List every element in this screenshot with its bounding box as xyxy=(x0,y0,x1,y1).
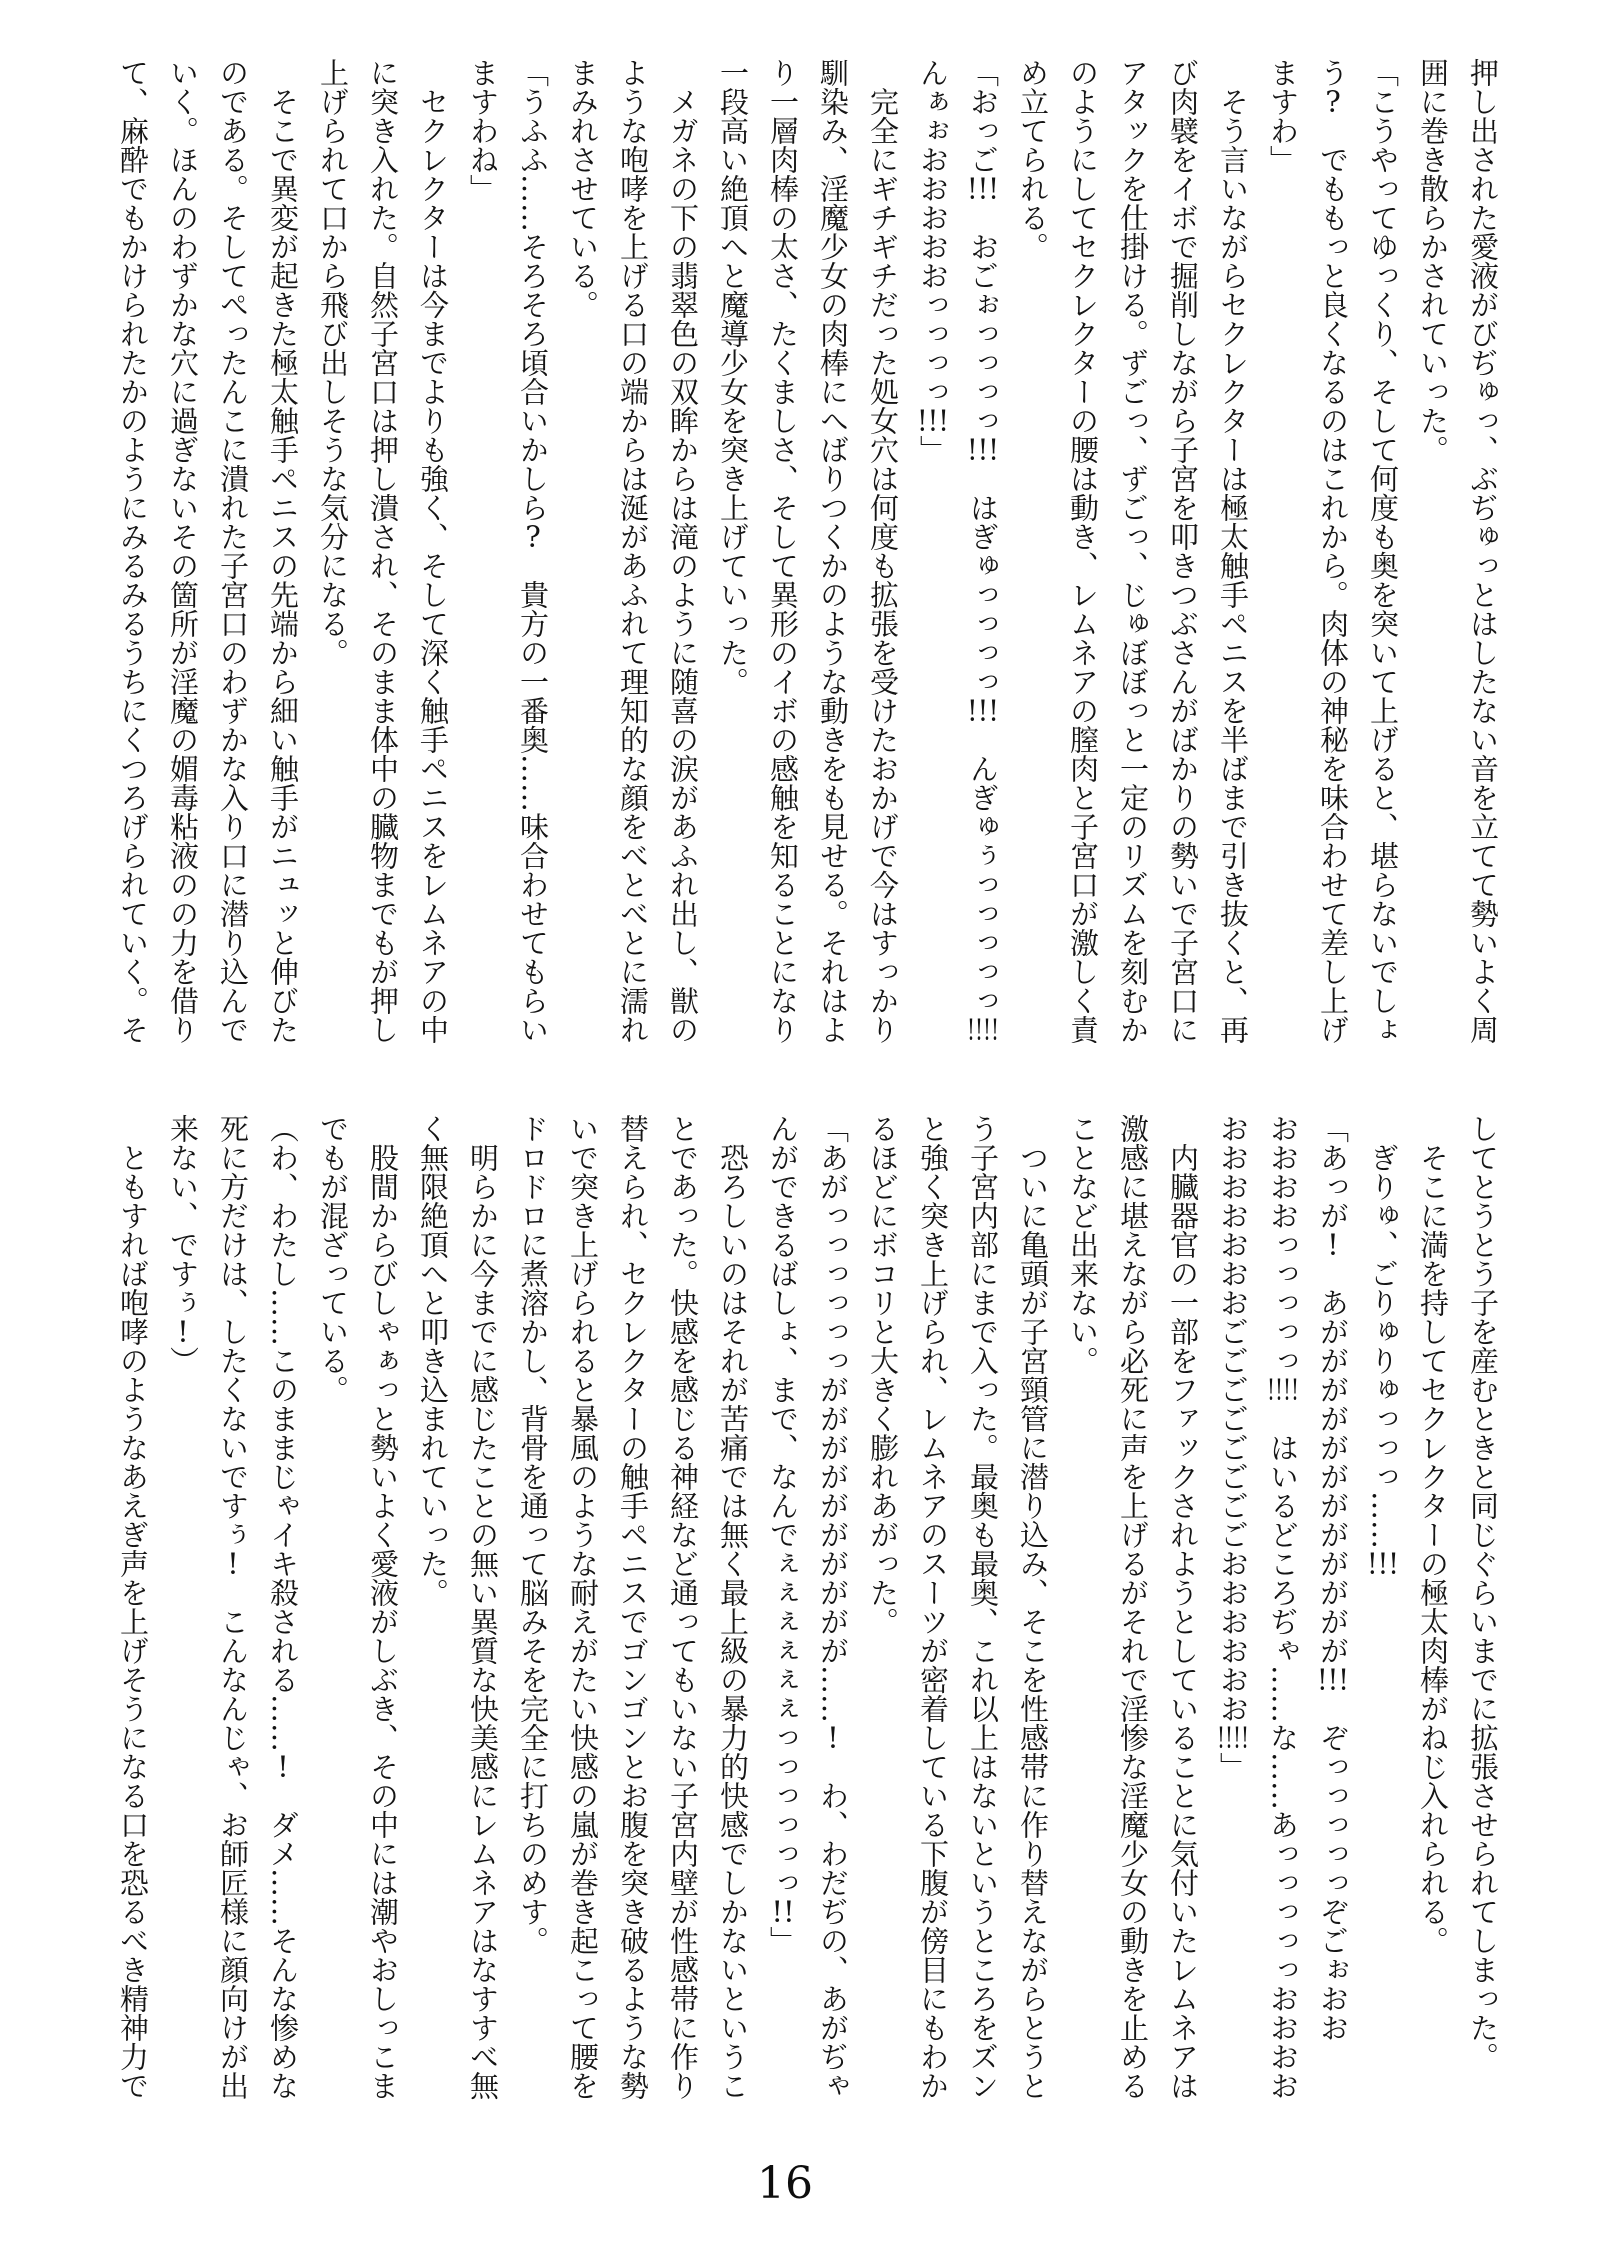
text-column: 激感に堪えながら必死に声を上げるがそれで淫惨な淫魔少女の動きを止める xyxy=(1116,1114,1150,2100)
text-column: て、麻酔でもかけられたかのようにみるみるうちにくつろげられていく。そ xyxy=(116,58,150,1044)
text-column: う? でももっと良くなるのはこれから。肉体の神秘を味合わせて差し上げ xyxy=(1316,58,1350,1044)
text-column: び肉襞をイボで掘削しながら子宮を叩きつぶさんがばかりの勢いで子宮口に xyxy=(1166,58,1200,1044)
text-column: 馴染み、淫魔少女の肉棒にへばりつくかのような動きをも見せる。それはよ xyxy=(816,58,850,1044)
text-column: め立てられる。 xyxy=(1016,58,1050,261)
text-column: でもが混ざっている。 xyxy=(316,1114,350,1404)
text-column: に突き入れた。自然子宮口は押し潰され、そのまま体中の臓物までもが押し xyxy=(366,58,400,1044)
text-column: ことなど出来ない。 xyxy=(1066,1114,1100,1375)
text-column: （わ、わたし……このままじゃイキ殺される……! ダメ……そんな惨めな xyxy=(266,1114,300,2100)
text-column: してとうとう子を産むときと同じぐらいまでに拡張させられてしまった。 xyxy=(1466,1114,1500,2071)
text-column: 「こうやってゆっくり、そして何度も奥を突いて上げると、堪らないでしょ xyxy=(1366,58,1400,1044)
text-column: おおおおおおおごごごごごごごごおおおおおお!!!!」 xyxy=(1216,1114,1250,1781)
text-column: 一段高い絶頂へと魔導少女を突き上げていった。 xyxy=(716,58,750,696)
text-column: ドロドロに煮溶かし、背骨を通って脳みそを完全に打ちのめす。 xyxy=(516,1114,550,1955)
text-column: 「うふふ……そろそろ頃合いかしら? 貴方の一番奥……味合わせてもらい xyxy=(516,58,550,1044)
text-column: そこに満を持してセクレクターの極太肉棒がねじ入れられる。 xyxy=(1416,1114,1450,1955)
text-column: まみれさせている。 xyxy=(566,58,600,319)
text-column: 死に方だけは、したくないですぅ! こんなんじゃ、お師匠様に顔向けが出 xyxy=(216,1114,250,2100)
page-number: 16 xyxy=(757,2158,813,2209)
text-column: メガネの下の翡翠色の双眸からは滝のように随喜の涙があふれ出し、獣の xyxy=(666,58,700,1044)
text-column: 完全にギチギチだった処女穴は何度も拡張を受けたおかげで今はすっかり xyxy=(866,58,900,1044)
text-column: り一層肉棒の太さ、たくましさ、そして異形のイボの感触を知ることになり xyxy=(766,58,800,1044)
text-column: 「あっが! あがががががががががががが!!! ぞっっっっっぞごぉおお xyxy=(1316,1114,1350,2042)
text-column: 明らかに今までに感じたことの無い異質な快美感にレムネアはなすすべ無 xyxy=(466,1114,500,2100)
text-column: いで突き上げられると暴風のような耐えがたい快感の嵐が巻き起こって腰を xyxy=(566,1114,600,2100)
text-column: るほどにボコリと大きく膨れあがった。 xyxy=(866,1114,900,1636)
text-column: 「おっご!!! おごぉっっっっ!!! はぎゅっっっっ!!! んぎゅぅっっっっっ!!!! xyxy=(966,58,1000,1044)
text-column: アタックを仕掛ける。ずごっ、ずごっ、じゅぼぼっと一定のリズムを刻むか xyxy=(1116,58,1150,1044)
text-column: のようにしてセクレクターの腰は動き、レムネアの膣肉と子宮口が激しく責 xyxy=(1066,58,1100,1044)
text-column: 恐ろしいのはそれが苦痛では無く最上級の暴力的快感でしかないというこ xyxy=(716,1114,750,2100)
text-column: そう言いながらセクレクターは極太触手ペニスを半ばまで引き抜くと、再 xyxy=(1216,58,1250,1044)
text-column: んができるばしょ、まで、なんでぇぇぇぇぇぇっっっっっっ!!」 xyxy=(766,1114,800,1955)
text-column: 内臓器官の一部をファックされようとしていることに気付いたレムネアは xyxy=(1166,1114,1200,2100)
text-column: 替えられ、セクレクターの触手ペニスでゴンゴンとお腹を突き破るような勢 xyxy=(616,1114,650,2100)
text-column: と強く突き上げられ、レムネアのスーツが密着している下腹が傍目にもわか xyxy=(916,1114,950,2100)
text-column: ような咆哮を上げる口の端からは涎があふれて理知的な顔をべとべとに濡れ xyxy=(616,58,650,1044)
text-column: いく。ほんのわずかな穴に過ぎないその箇所が淫魔の媚毒粘液のの力を借り xyxy=(166,58,200,1044)
text-column: のである。そしてぺったんこに潰れた子宮口のわずかな入り口に潜り込んで xyxy=(216,58,250,1044)
text-column: ぎりゅ、ごりゅりゅっっっ……!!! xyxy=(1366,1114,1400,1578)
text-column: 「あがっっっっっっがががががががががが……! わ、わだぢの、あがぢゃ xyxy=(816,1114,850,2100)
text-column: ともすれば咆哮のようなあえぎ声を上げそうになる口を恐るべき精神力で xyxy=(116,1114,150,2100)
text-column: う子宮内部にまで入った。最奥も最奥、これ以上はないというところをズン xyxy=(966,1114,1000,2100)
text-column: 上げられて口から飛び出しそうな気分になる。 xyxy=(316,58,350,667)
text-column: んぁぉおおおおおっっっっ!!!」 xyxy=(916,58,950,464)
text-column: 囲に巻き散らかされていった。 xyxy=(1416,58,1450,464)
text-column: そこで異変が起きた極太触手ペニスの先端から細い触手がニュッと伸びた xyxy=(266,58,300,1044)
text-block-upper xyxy=(108,58,1508,1053)
text-column: ますわ」 xyxy=(1266,58,1300,174)
text-column: とであった。快感を感じる神経など通ってもいない子宮内壁が性感帯に作り xyxy=(666,1114,700,2100)
text-column: ますわね」 xyxy=(466,58,500,203)
text-column: ついに亀頭が子宮頸管に潜り込み、そこを性感帯に作り替えながらとうと xyxy=(1016,1114,1050,2100)
text-column: おおおおっっっっっ!!!! はいるどころぢゃ……な……あっっっっっおおおお xyxy=(1266,1114,1300,2100)
text-column: く無限絶頂へと叩き込まれていった。 xyxy=(416,1114,450,1607)
text-column: 来ない、ですぅ!） xyxy=(166,1114,200,1375)
text-column: 股間からびしゃぁっと勢いよく愛液がしぶき、その中には潮やおしっこま xyxy=(366,1114,400,2100)
text-block-lower xyxy=(108,1114,1508,2109)
text-column: セクレクターは今までよりも強く、そして深く触手ペニスをレムネアの中 xyxy=(416,58,450,1044)
text-column: 押し出された愛液がびぢゅっ、ぶぢゅっとはしたない音を立てて勢いよく周 xyxy=(1466,58,1500,1044)
